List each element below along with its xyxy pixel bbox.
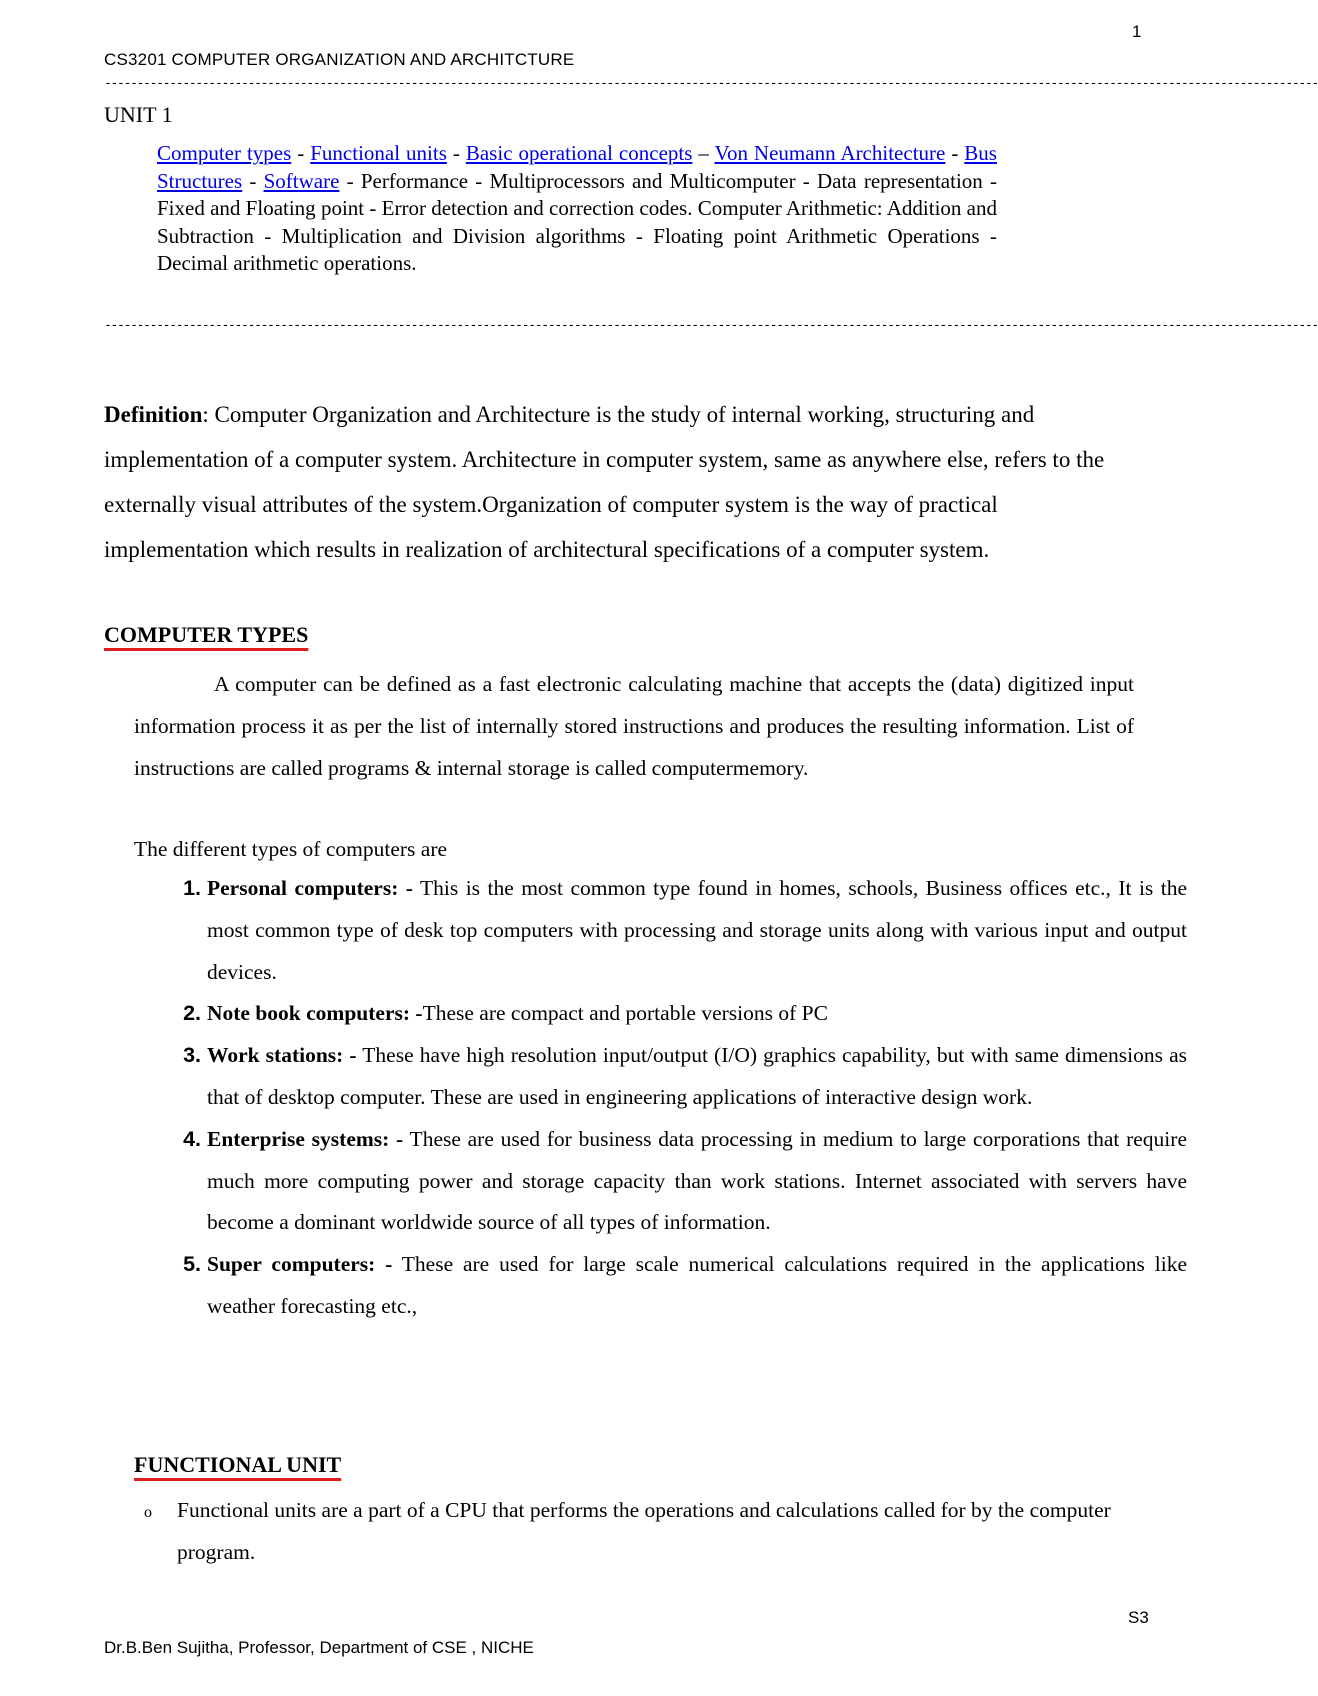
link-software[interactable]: Software [263,168,340,193]
definition-text: : Computer Organization and Architecture is the study of internal working, structuring and implementation of a computer system. Architecture in computer system, same as anywhere else, refers to the externally visual attributes of the system.Organization of computer system is the way of practical implementation which results in realization of architectural specifications of a computer system. [104,402,1105,562]
computer-types-list [157,868,1187,1328]
item-term: Super computers: - [207,1252,393,1277]
list-item [207,1035,1187,1119]
footer-page-label: S3 [1128,1608,1149,1627]
list-item [207,1119,1187,1244]
unit-title: UNIT 1 [104,102,173,127]
definition-label: Definition [104,402,203,427]
heading-functional-unit: FUNCTIONAL UNIT [134,1452,342,1477]
item-text: These are used for business data processing in medium to large corporations that require much more computing power and storage capacity than work stations. Internet associated with servers have become a dominant worldwide source of all types of information. [207,1126,1187,1235]
bullet-icon: o [144,1504,152,1521]
header-divider: ------------------------------------------------------------------------------------------------------------------------------------------------------------------------------------------ [104,76,1318,91]
heading-computer-types: COMPUTER TYPES [104,622,309,647]
item-term: Work stations: - [207,1043,357,1068]
item-text: These have high resolution input/output (I/O) graphics capability, but with same dimensions as that of desktop computer. These are used in engineering applications of interactive design work. [207,1043,1188,1109]
syllabus: Computer types - Functional units - Basic operational concepts – Von Neumann Architecture - Bus Structures - Software - Performance - Multiprocessors and Multicomputer - Data representation - Fixed and Floating point - Error detection and correction codes. Computer Arithmetic: Addition and Subtraction - Multiplication and Division algorithms - Floating point Arithmetic Operations - Decimal arithmetic operations. [157,141,997,275]
item-text: This is the most common type found in homes, schools, Business offices etc., It is the most common type of desk top computers with processing and storage units along with various input and output devices. [207,876,1187,984]
item-term: Note book computers: - [207,1001,423,1026]
link-computer-types[interactable]: Computer types [157,141,292,165]
course-title: CS3201 COMPUTER ORGANIZATION AND ARCHITCTURE [104,50,575,69]
syllabus-rest: Performance - Multiprocessors and Multicomputer - Data representation - Fixed and Floating point - Error detection and correction codes. Computer Arithmetic: Addition and Subtraction - Multiplication and Division algorithms - Floating point Arithmetic Operations - Decimal arithmetic operations. [157,168,997,275]
list-item [207,1244,1187,1328]
definition-paragraph [104,392,1134,572]
item-text: These are compact and portable versions of PC [422,1001,828,1026]
page-number: 1 [1132,22,1142,41]
link-bus-structures[interactable]: Bus Structures [157,141,997,193]
list-item [207,868,1187,993]
syllabus-divider: ------------------------------------------------------------------------------------------------------------------------------------------------------------------------------------------ [104,318,1318,333]
functional-unit-text: Functional units are a part of a CPU that performs the operations and calculations called for by the computer program. [177,1498,1111,1564]
item-term: Personal computers: - [207,876,413,900]
link-von-neumann-architecture[interactable]: Von Neumann Architecture [714,141,946,165]
computer-types-lead: The different types of computers are [134,837,448,861]
list-item [207,993,1187,1035]
link-basic-operational-concepts[interactable]: Basic operational concepts [465,141,693,165]
computer-types-intro: A computer can be defined as a fast electronic calculating machine that accepts the (data) digitized input information process it as per the list of internally stored instructions and produces the resulting information. List of instructions are called programs & internal storage is called computermemory. [134,672,1134,780]
item-term: Enterprise systems: - [207,1126,404,1151]
item-text: These are used for large scale numerical calculations required in the applications like weather forecasting etc., [207,1252,1187,1318]
footer-author: Dr.B.Ben Sujitha, Professor, Department of CSE , NICHE [104,1638,534,1657]
link-functional-units[interactable]: Functional units [310,141,447,165]
